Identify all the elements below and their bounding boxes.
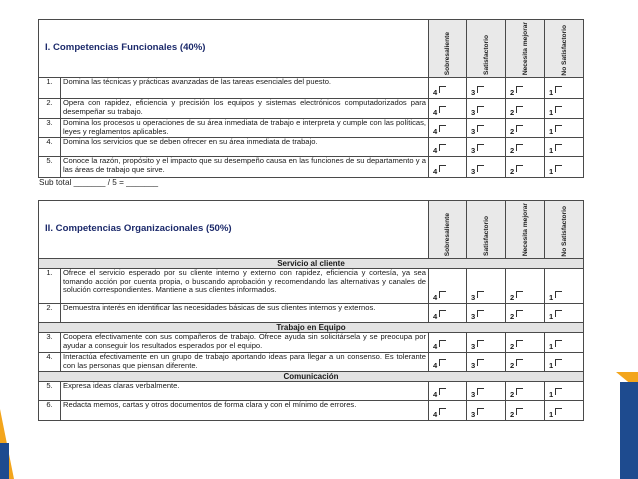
score-value: 4 [433, 409, 438, 419]
checkbox-icon[interactable] [477, 86, 484, 93]
organizational-competencies-table [38, 200, 584, 421]
subtotal-line: Sub total _______ / 5 = _______ [39, 178, 159, 187]
score-value: 2 [510, 166, 515, 176]
score-value: 4 [433, 360, 438, 370]
score-option[interactable] [429, 269, 467, 304]
score-option[interactable] [429, 99, 467, 119]
item-number: 5. [39, 382, 61, 401]
score-option[interactable] [506, 269, 545, 304]
table-row [39, 78, 584, 99]
checkbox-icon[interactable] [439, 106, 446, 113]
category-title: Comunicación [39, 372, 584, 382]
score-value: 1 [549, 87, 554, 97]
item-text: Conoce la razón, propósito y el impacto que su desempeño causa en las funciones de su departamento y a las áreas de trabajo que sirve. [61, 157, 429, 178]
checkbox-icon[interactable] [477, 165, 484, 172]
checkbox-icon[interactable] [477, 106, 484, 113]
score-option[interactable] [545, 382, 584, 401]
checkbox-icon[interactable] [477, 310, 484, 317]
checkbox-icon[interactable] [516, 125, 523, 132]
checkbox-icon[interactable] [555, 125, 562, 132]
table-row [39, 157, 584, 178]
score-value: 1 [549, 166, 554, 176]
checkbox-icon[interactable] [439, 125, 446, 132]
checkbox-icon[interactable] [516, 359, 523, 366]
score-option[interactable] [467, 157, 506, 178]
section1-title: I. Competencias Funcionales (40%) [39, 20, 429, 78]
checkbox-icon[interactable] [477, 340, 484, 347]
score-option[interactable] [506, 157, 545, 178]
checkbox-icon[interactable] [477, 144, 484, 151]
score-option[interactable] [545, 99, 584, 119]
score-option[interactable] [506, 138, 545, 157]
rating-header-satisfactorio: Satisfactorio [467, 201, 506, 259]
score-option[interactable] [429, 382, 467, 401]
score-value: 1 [549, 292, 554, 302]
checkbox-icon[interactable] [555, 165, 562, 172]
rating-header-no-satisfactorio: No Satisfactorio [545, 20, 584, 78]
score-option[interactable] [467, 333, 506, 353]
item-number: 4. [39, 353, 61, 372]
score-option[interactable] [545, 78, 584, 99]
score-value: 4 [433, 126, 438, 136]
rating-header-necesita-mejorar: Necesita mejorar [506, 201, 545, 259]
score-value: 4 [433, 166, 438, 176]
score-value: 3 [471, 107, 476, 117]
table-row [39, 119, 584, 138]
checkbox-icon[interactable] [439, 310, 446, 317]
decorative-bar-left [0, 443, 9, 479]
checkbox-icon[interactable] [555, 291, 562, 298]
score-option[interactable] [467, 99, 506, 119]
item-text: Opera con rapidez, eficiencia y precisión los equipos y sistemas electrónicos computadorizados para desempeñar su trabajo. [61, 99, 429, 119]
score-option[interactable] [467, 78, 506, 99]
item-number: 4. [39, 138, 61, 157]
rating-header-sobresaliente: Sobresaliente [429, 201, 467, 259]
rating-header-satisfactorio: Satisfactorio [467, 20, 506, 78]
score-value: 4 [433, 107, 438, 117]
score-value: 3 [471, 292, 476, 302]
checkbox-icon[interactable] [516, 291, 523, 298]
rating-header-sobresaliente: Sobresaliente [429, 20, 467, 78]
score-value: 3 [471, 389, 476, 399]
score-value: 3 [471, 409, 476, 419]
category-title: Trabajo en Equipo [39, 323, 584, 333]
score-value: 4 [433, 389, 438, 399]
score-value: 2 [510, 341, 515, 351]
checkbox-icon[interactable] [516, 165, 523, 172]
table-row [39, 304, 584, 323]
score-value: 1 [549, 409, 554, 419]
table-row [39, 99, 584, 119]
score-value: 4 [433, 311, 438, 321]
table-row [39, 401, 584, 421]
functional-competencies-table [38, 19, 584, 178]
score-value: 3 [471, 311, 476, 321]
table-row [39, 382, 584, 401]
score-option[interactable] [506, 401, 545, 421]
checkbox-icon[interactable] [516, 106, 523, 113]
checkbox-icon[interactable] [555, 408, 562, 415]
score-value: 3 [471, 87, 476, 97]
item-number: 2. [39, 99, 61, 119]
item-text: Interactúa efectivamente en un grupo de trabajo aportando ideas para llegar a un consenso. Es tolerante con las personas que piensan diferente. [61, 353, 429, 372]
checkbox-icon[interactable] [516, 144, 523, 151]
score-option[interactable] [429, 353, 467, 372]
score-value: 2 [510, 145, 515, 155]
checkbox-icon[interactable] [439, 388, 446, 395]
item-number: 3. [39, 333, 61, 353]
score-value: 3 [471, 145, 476, 155]
checkbox-icon[interactable] [555, 310, 562, 317]
score-option[interactable] [506, 353, 545, 372]
score-option[interactable] [467, 304, 506, 323]
checkbox-icon[interactable] [555, 86, 562, 93]
checkbox-icon[interactable] [516, 86, 523, 93]
section2-title: II. Competencias Organizacionales (50%) [39, 201, 429, 259]
score-value: 1 [549, 107, 554, 117]
score-option[interactable] [545, 401, 584, 421]
score-option[interactable] [429, 157, 467, 178]
score-value: 4 [433, 87, 438, 97]
checkbox-icon[interactable] [477, 408, 484, 415]
checkbox-icon[interactable] [477, 125, 484, 132]
item-text: Domina las técnicas y prácticas avanzadas de las tareas esenciales del puesto. [61, 78, 429, 99]
table-row [39, 269, 584, 304]
score-option[interactable] [545, 353, 584, 372]
score-value: 1 [549, 311, 554, 321]
score-option[interactable] [545, 269, 584, 304]
category-row [39, 323, 584, 333]
score-option[interactable] [429, 138, 467, 157]
checkbox-icon[interactable] [439, 165, 446, 172]
checkbox-icon[interactable] [477, 291, 484, 298]
item-text: Domina los procesos u operaciones de su área inmediata de trabajo e interpreta y cumple con las políticas, leyes y reglamentos aplicables. [61, 119, 429, 138]
table-row [39, 333, 584, 353]
score-value: 2 [510, 389, 515, 399]
item-text: Redacta memos, cartas y otros documentos de forma clara y con el mínimo de errores. [61, 401, 429, 421]
checkbox-icon[interactable] [555, 359, 562, 366]
rating-header-no-satisfactorio: No Satisfactorio [545, 201, 584, 259]
checkbox-icon[interactable] [439, 291, 446, 298]
score-option[interactable] [429, 401, 467, 421]
score-option[interactable] [429, 119, 467, 138]
score-option[interactable] [506, 78, 545, 99]
item-number: 2. [39, 304, 61, 323]
score-value: 1 [549, 360, 554, 370]
score-option[interactable] [429, 333, 467, 353]
score-value: 2 [510, 292, 515, 302]
score-option[interactable] [506, 99, 545, 119]
score-value: 4 [433, 341, 438, 351]
checkbox-icon[interactable] [555, 106, 562, 113]
score-value: 3 [471, 360, 476, 370]
score-value: 1 [549, 145, 554, 155]
checkbox-icon[interactable] [516, 408, 523, 415]
checkbox-icon[interactable] [477, 388, 484, 395]
score-option[interactable] [545, 138, 584, 157]
category-row [39, 372, 584, 382]
score-value: 2 [510, 409, 515, 419]
score-value: 2 [510, 360, 515, 370]
score-value: 1 [549, 341, 554, 351]
item-number: 1. [39, 78, 61, 99]
score-option[interactable] [467, 401, 506, 421]
score-value: 2 [510, 87, 515, 97]
score-value: 3 [471, 166, 476, 176]
decorative-bar-right [620, 382, 638, 479]
checkbox-icon[interactable] [555, 144, 562, 151]
score-option[interactable] [467, 119, 506, 138]
checkbox-icon[interactable] [516, 310, 523, 317]
checkbox-icon[interactable] [516, 388, 523, 395]
category-row [39, 259, 584, 269]
score-option[interactable] [545, 333, 584, 353]
item-number: 6. [39, 401, 61, 421]
score-value: 3 [471, 341, 476, 351]
checkbox-icon[interactable] [439, 408, 446, 415]
score-option[interactable] [429, 304, 467, 323]
score-value: 4 [433, 145, 438, 155]
score-option[interactable] [429, 78, 467, 99]
item-text: Ofrece el servicio esperado por su cliente interno y externo con rapidez, eficiencia y cortesía, ya sea tomando acción por cuenta propia, o buscando aprobación y recomendando las alternativas y canales de solución correspondientes. Mantiene a sus clientes informados. [61, 269, 429, 304]
score-value: 4 [433, 292, 438, 302]
score-option[interactable] [506, 333, 545, 353]
score-option[interactable] [545, 157, 584, 178]
table-row [39, 138, 584, 157]
item-number: 3. [39, 119, 61, 138]
item-number: 1. [39, 269, 61, 304]
score-value: 3 [471, 126, 476, 136]
item-text: Domina los servicios que se deben ofrecer en su área inmediata de trabajo. [61, 138, 429, 157]
category-title: Servicio al cliente [39, 259, 584, 269]
score-option[interactable] [506, 119, 545, 138]
item-number: 5. [39, 157, 61, 178]
score-value: 2 [510, 311, 515, 321]
score-value: 2 [510, 126, 515, 136]
checkbox-icon[interactable] [555, 388, 562, 395]
rating-header-necesita-mejorar: Necesita mejorar [506, 20, 545, 78]
checkbox-icon[interactable] [555, 340, 562, 347]
score-value: 2 [510, 107, 515, 117]
item-text: Coopera efectivamente con sus compañeros de trabajo. Ofrece ayuda sin solicitársela y se preocupa por ayudar a conseguir los resultados esperados por el equipo. [61, 333, 429, 353]
score-option[interactable] [545, 119, 584, 138]
checkbox-icon[interactable] [439, 86, 446, 93]
checkbox-icon[interactable] [439, 340, 446, 347]
score-option[interactable] [467, 269, 506, 304]
score-value: 1 [549, 126, 554, 136]
item-text: Demuestra interés en identificar las necesidades básicas de sus clientes internos y externos. [61, 304, 429, 323]
score-option[interactable] [506, 382, 545, 401]
checkbox-icon[interactable] [439, 359, 446, 366]
checkbox-icon[interactable] [439, 144, 446, 151]
score-option[interactable] [506, 304, 545, 323]
score-option[interactable] [467, 138, 506, 157]
checkbox-icon[interactable] [477, 359, 484, 366]
checkbox-icon[interactable] [516, 340, 523, 347]
table-row [39, 353, 584, 372]
item-text: Expresa ideas claras verbalmente. [61, 382, 429, 401]
score-value: 1 [549, 389, 554, 399]
score-option[interactable] [545, 304, 584, 323]
score-option[interactable] [467, 382, 506, 401]
score-option[interactable] [467, 353, 506, 372]
